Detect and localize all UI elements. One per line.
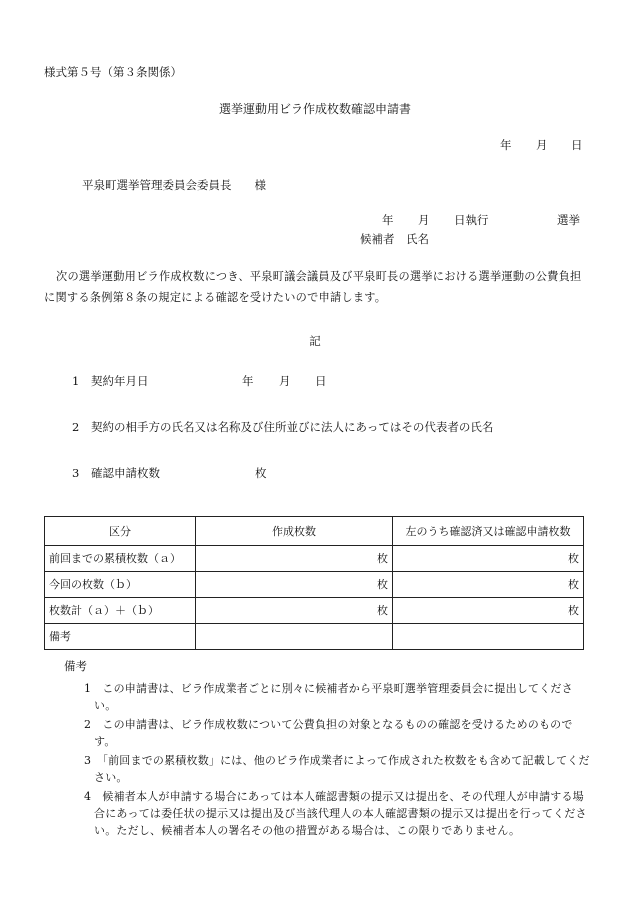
table-row [45,572,584,598]
table-header: 区分 [45,517,196,546]
table-header-row [45,517,584,546]
note-1: 1 この申請書は、ビラ作成業者ごとに別々に候補者から平泉町選挙管理委員会に提出してください。 [84,682,573,712]
ki-heading: 記 [309,334,321,348]
confirmed-cell[interactable]: 枚 [393,546,584,572]
table-header: 左のうち確認済又は確認申請枚数 [393,517,584,546]
row-label: 枚数計（ａ）＋（ｂ） [45,598,196,624]
form-number: 様式第５号（第３条関係） [44,65,182,79]
candidate-label: 候補者 氏名 [360,232,429,246]
remarks-cell[interactable] [393,624,584,650]
addressee: 平泉町選挙管理委員会委員長 様 [82,178,266,192]
row-label: 今回の枚数（ｂ） [45,572,196,598]
row-label: 前回までの累積枚数（ａ） [45,546,196,572]
notes-heading: 備考 [64,659,87,673]
count-cell[interactable]: 枚 [196,546,393,572]
count-cell[interactable]: 枚 [196,572,393,598]
table-header: 作成枚数 [196,517,393,546]
confirmed-cell[interactable]: 枚 [393,572,584,598]
confirmed-cell[interactable]: 枚 [393,598,584,624]
note-2: 2 この申請書は、ビラ作成枚数について公費負担の対象となるものの確認を受けるためのものです。 [84,718,573,748]
table-row [45,624,584,650]
note-3: 3 「前回までの累積枚数」には、他のビラ作成業者によって作成された枚数をも含めて記載してください。 [84,754,590,784]
body-text: 次の選挙運動用ビラ作成枚数につき、平泉町議会議員及び平泉町長の選挙における選挙運動の公費負担に関する条例第８条の規定による確認を受けたいので申請します。 [44,270,582,304]
page: 様式第５号（第３条関係） 選挙運動用ビラ作成枚数確認申請書 年 月 日 平泉町選挙管理委員会委員長 様 年 月 日執行 選挙 候補者 氏名 次の選挙運動用ビラ作成枚数につき、平泉町議会議員及び平泉町長の選挙における選挙運動の公費負担に関する条例第８条の規定による確認を受けたいので申請します。 記 1 契約年月日 年 月 日 2 契約の相手方の氏名又は名称及び住所並びに法人にあってはその代表者の氏名 3 確認申請枚数 枚 区分 作成枚数 左のうち確認済又は確認申請枚数 前回までの累積枚数（ａ） 枚 枚 今回の枚数（ｂ） 枚 枚 枚数計（ａ）＋（ｂ） 枚 枚 備考 備考 1 この申請書は、ビラ作成業者ごとに別々に候補者から平泉町選挙管理委員会に提出してください。 2 この申請書は、ビラ作成枚数について公費負担の対象となるものの確認を受けるためのものです。 3 「前回までの累積枚数」には、他のビラ作成業者によって作成された枚数をも含めて記載してください。 4 候補者本人が申請する場合にあっては本人確認書類の提示又は提出を、その代理人が申請する場合にあっては委任状の提示又は提出及び当該代理人の本人確認書類の提示又は提出を行ってください。ただし、候補者本人の署名その他の措置がある場合は、この限りでありません。 [0,0,630,903]
table-row [45,598,584,624]
count-cell[interactable]: 枚 [196,598,393,624]
table-row [45,546,584,572]
note-4: 4 候補者本人が申請する場合にあっては本人確認書類の提示又は提出を、その代理人が申請する場合にあっては委任状の提示又は提出及び当該代理人の本人確認書類の提示又は提出を行ってください。ただし、候補者本人の署名その他の措置がある場合は、この限りでありません。 [84,790,587,837]
document-title: 選挙運動用ビラ作成枚数確認申請書 [218,102,411,116]
count-table [44,516,584,650]
row-label: 備考 [45,624,196,650]
remarks-cell[interactable] [196,624,393,650]
